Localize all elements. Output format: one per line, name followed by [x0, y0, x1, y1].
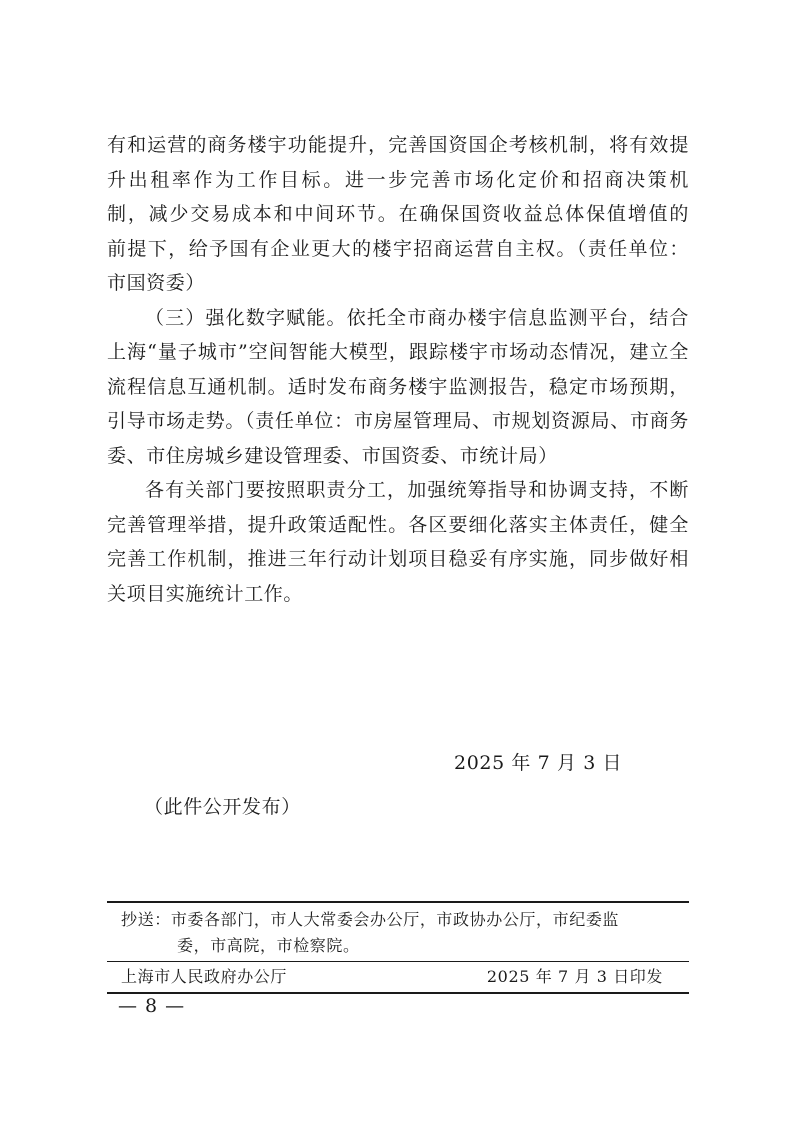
paragraph-line: 完善管理举措，提升政策适配性。各区要细化落实主体责任，健全 [107, 513, 689, 536]
paragraph-line: 引导市场走势。（责任单位：市房屋管理局、市规划资源局、市商务 [107, 410, 689, 432]
publish-note: （此件公开发布） [144, 796, 301, 818]
paragraph-line: 流程信息互通机制。适时发布商务楼宇监测报告，稳定市场预期， [107, 375, 689, 398]
paragraph-line: 升出租率作为工作目标。进一步完善市场化定价和招商决策机 [107, 168, 689, 191]
cc-bottom-rule [107, 992, 689, 994]
paragraph-line: 上海“量子城市”空间智能大模型，跟踪楼宇市场动态情况，建立全 [107, 341, 689, 363]
cc-recipients [107, 903, 689, 961]
paragraph-line: 有和运营的商务楼宇功能提升，完善国资国企考核机制，将有效提 [107, 134, 689, 156]
paragraph-line: 市国资委） [107, 272, 206, 294]
paragraph-line: 关项目实施统计工作。 [107, 582, 304, 605]
issuer: 上海市人民政府办公厅 [121, 967, 288, 986]
document-date: 2025 年 7 月 3 日 [454, 752, 623, 774]
document-body [107, 128, 689, 611]
page-number: — 8 — [118, 995, 186, 1017]
issue-date: 2025 年 7 月 3 日印发 [486, 967, 663, 986]
issue-line [107, 962, 689, 992]
cc-block [107, 901, 689, 994]
paragraph-line: 制，减少交易成本和中间环节。在确保国资收益总体保值增值的 [107, 203, 689, 225]
paragraph-line: 各有关部门要按照职责分工，加强统筹指导和协调支持，不断 [145, 479, 689, 501]
cc-line-1 [121, 907, 689, 933]
paragraph-line: 前提下，给予国有企业更大的楼宇招商运营自主权。（责任单位： [107, 237, 689, 260]
paragraph-line: 完善工作机制，推进三年行动计划项目稳妥有序实施，同步做好相 [107, 548, 689, 570]
paragraph-line: （三）强化数字赋能。依托全市商办楼宇信息监测平台，结合 [145, 306, 689, 329]
cc-line-2: 委，市高院，市检察院。 [177, 936, 360, 955]
cc-recipients-text: 市委各部门，市人大常委会办公厅，市政协办公厅，市纪委监 [170, 910, 620, 929]
paragraph-line: 委、市住房城乡建设管理委、市国资委、市统计局） [107, 444, 558, 467]
cc-label: 抄送： [121, 910, 171, 929]
